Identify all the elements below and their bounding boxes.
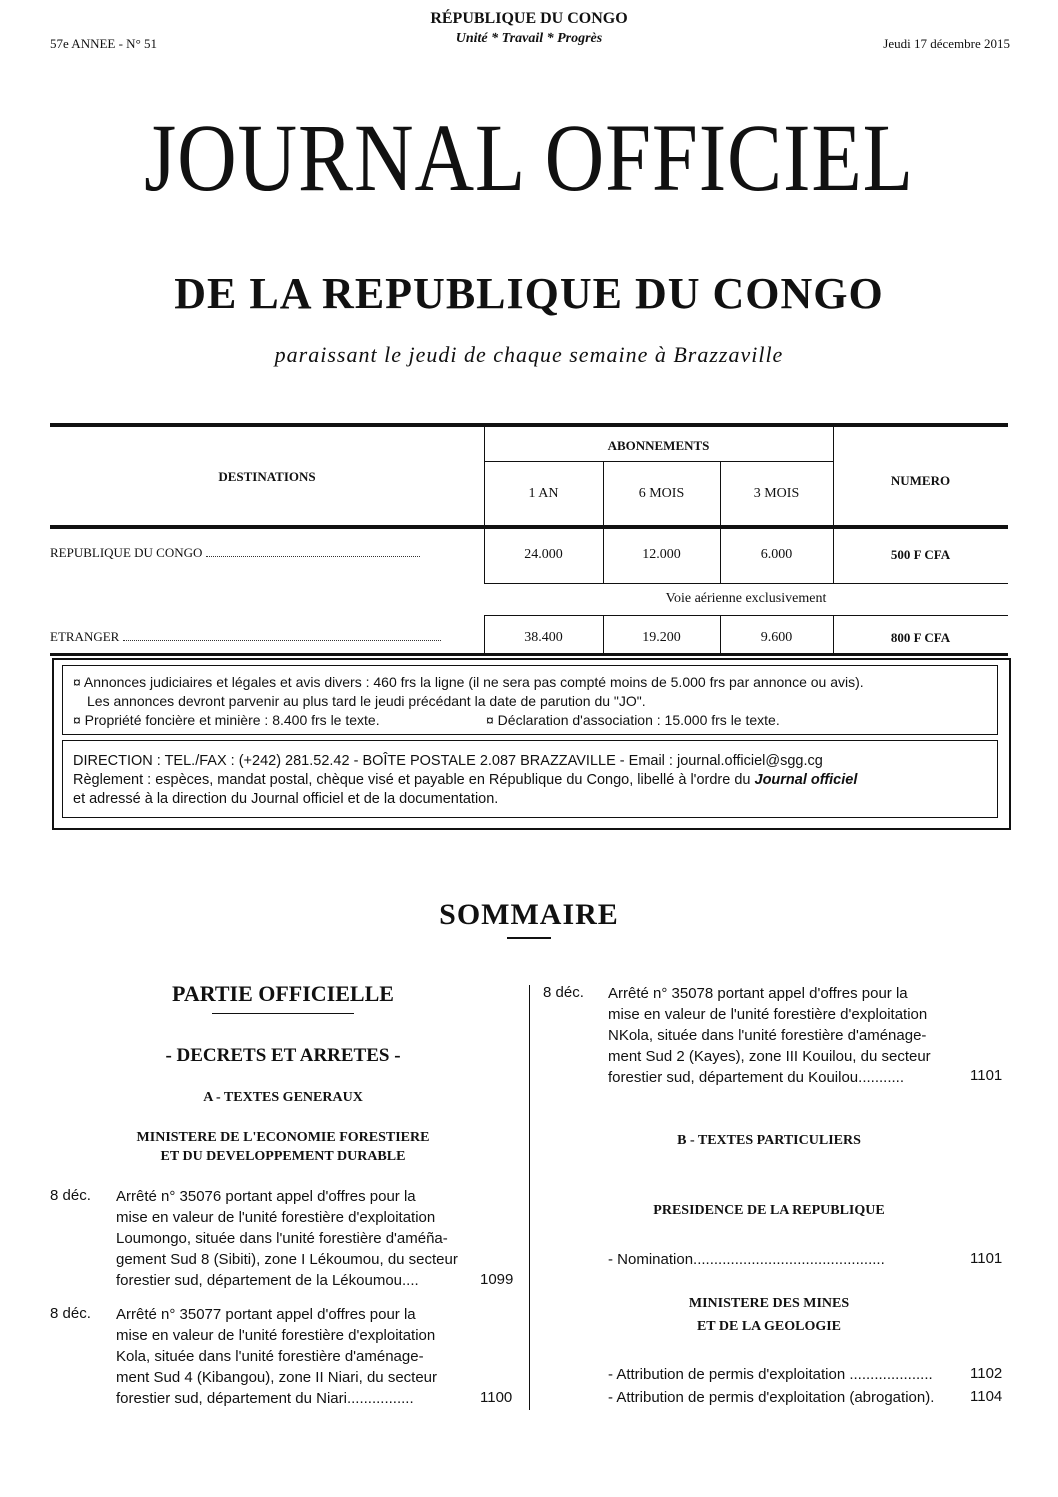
- entry-page: 1104: [970, 1388, 1003, 1405]
- row-destination-etranger: ETRANGER: [50, 629, 455, 645]
- textes-generaux: A - TEXTES GENERAUX: [203, 1090, 363, 1105]
- price-congo-numero: 500 F CFA: [890, 547, 951, 562]
- attribution-abrogation-entry: - Attribution de permis d'exploitation (abrogation).: [608, 1389, 935, 1406]
- list-item: Arrêté n° 35077 portant appel d'offres pour la mise en valeur de l'unité forestière d'exploitation Kola, située dans l'unité forestière d'aménage- ment Sud 4 (Kibangou), zone II Niari, du secteur forestier sud, département du Niari................: [116, 1306, 438, 1407]
- entry-date: 8 déc.: [50, 1305, 91, 1322]
- sommaire-rule: [507, 937, 551, 939]
- list-item: Arrêté n° 35076 portant appel d'offres pour la mise en valeur de l'unité forestière d'exploitation Loumongo, située dans l'unité forestière d'améña- gement Sud 8 (Sibiti), zone I Lékoumou, du secteur forestier sud, département de la Lékoumou....: [116, 1188, 458, 1289]
- col-abonnements: ABONNEMENTS: [607, 438, 710, 453]
- reglement-line-2: et adressé à la direction du Journal officiel et de la documentation.: [73, 791, 499, 807]
- reglement-line: Règlement : espèces, mandat postal, chèque visé et payable en République du Congo, libellé à l'ordre du Journal officiel: [73, 772, 858, 788]
- col-6mois: 6 MOIS: [638, 486, 685, 501]
- decrets-arretes: - DECRETS ET ARRETES -: [165, 1045, 401, 1066]
- textes-particuliers: B - TEXTES PARTICULIERS: [677, 1133, 861, 1148]
- partie-rule: [212, 1013, 354, 1014]
- col-1an: 1 AN: [528, 486, 559, 501]
- partie-officielle: PARTIE OFFICIELLE: [172, 981, 394, 1006]
- journal-subtitle: DE LA REPUBLIQUE DU CONGO: [174, 269, 884, 318]
- voie-aerienne: Voie aérienne exclusivement: [665, 591, 827, 606]
- issue-number: 57e ANNEE - N° 51: [50, 36, 158, 51]
- notice-annonces: ¤ Annonces judiciaires et légales et avis divers : 460 frs la ligne (il ne sera pas compté moins de 5.000 frs par annonce ou avis).: [73, 674, 864, 690]
- entry-page: 1101: [970, 1250, 1003, 1267]
- entry-date: 8 déc.: [543, 984, 584, 1001]
- attribution-entry: - Attribution de permis d'exploitation ....................: [608, 1366, 933, 1383]
- ministere-mines-1: MINISTERE DES MINES: [688, 1296, 850, 1311]
- ministere-mines-2: ET DE LA GEOLOGIE: [696, 1319, 842, 1334]
- entry-page: 1101: [970, 1067, 1003, 1084]
- price-congo-1an: 24.000: [524, 547, 563, 562]
- issue-date: Jeudi 17 décembre 2015: [883, 36, 1010, 51]
- ministere-foret-1: MINISTERE DE L'ECONOMIE FORESTIERE: [136, 1130, 430, 1145]
- entry-page: 1102: [970, 1365, 1003, 1382]
- col-numero: NUMERO: [890, 473, 951, 488]
- col-destinations: DESTINATIONS: [218, 469, 316, 484]
- col-3mois: 3 MOIS: [753, 486, 800, 501]
- notice-association: ¤ Déclaration d'association : 15.000 frs le texte.: [486, 712, 780, 728]
- price-etranger-1an: 38.400: [524, 630, 563, 645]
- notice-delai: Les annonces devront parvenir au plus tard le jeudi précédant la date de parution du "JO".: [87, 693, 646, 709]
- sommaire-title: SOMMAIRE: [439, 898, 619, 931]
- national-motto: Unité * Travail * Progrès: [455, 31, 603, 46]
- nomination-entry: - Nomination..............................................: [608, 1251, 885, 1268]
- republic-name: RÉPUBLIQUE DU CONGO: [430, 10, 628, 27]
- journal-title: JOURNAL OFFICIEL: [144, 104, 914, 211]
- entry-page: 1099: [480, 1271, 514, 1288]
- row-destination-congo: REPUBLIQUE DU CONGO: [50, 545, 455, 561]
- price-etranger-numero: 800 F CFA: [890, 630, 951, 645]
- direction-contact: DIRECTION : TEL./FAX : (+242) 281.52.42 - BOÎTE POSTALE 2.087 BRAZZAVILLE - Email : journal.officiel@sgg.cg: [73, 753, 823, 769]
- price-congo-3mois: 6.000: [760, 547, 793, 562]
- ministere-foret-2: ET DU DEVELOPPEMENT DURABLE: [160, 1149, 406, 1164]
- publication-tagline: paraissant le jeudi de chaque semaine à Brazzaville: [274, 342, 784, 367]
- price-congo-6mois: 12.000: [642, 547, 681, 562]
- presidence: PRESIDENCE DE LA REPUBLIQUE: [653, 1203, 885, 1218]
- notice-propriete: ¤ Propriété foncière et minière : 8.400 frs le texte.: [73, 712, 380, 728]
- price-etranger-3mois: 9.600: [760, 630, 793, 645]
- list-item: Arrêté n° 35078 portant appel d'offres pour la mise en valeur de l'unité forestière d'exploitation NKola, située dans l'unité forestière d'aménage- ment Sud 2 (Kayes), zone III Kouilou, du secteur forestier sud, département du Kouilou...........: [608, 985, 931, 1086]
- price-etranger-6mois: 19.200: [642, 630, 681, 645]
- column-divider: [529, 985, 530, 1410]
- entry-date: 8 déc.: [50, 1187, 91, 1204]
- entry-page: 1100: [480, 1389, 513, 1406]
